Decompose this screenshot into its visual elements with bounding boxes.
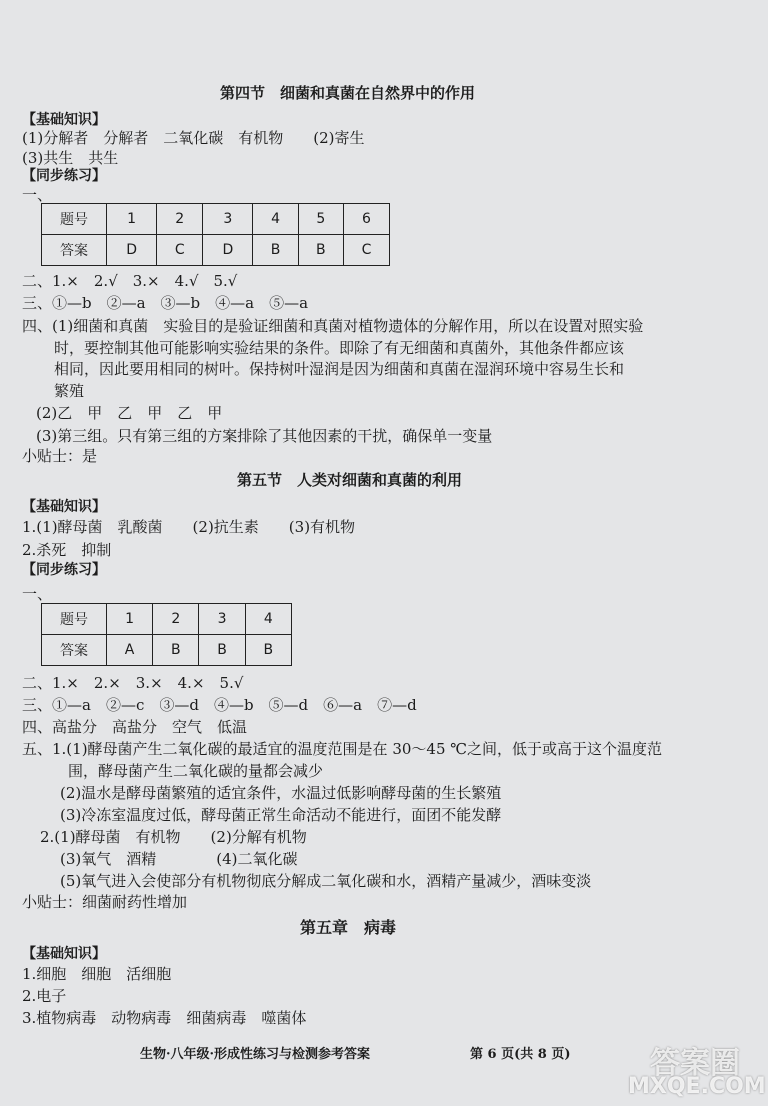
table-cell: C bbox=[157, 235, 203, 266]
table-cell: 1 bbox=[107, 604, 153, 635]
section4-answer-table bbox=[41, 203, 390, 266]
table-cell: B bbox=[199, 635, 245, 666]
section4-q4-line1: 四、(1)细菌和真菌 实验目的是验证细菌和真菌对植物遗体的分解作用，所以在设置对照实验 bbox=[22, 317, 644, 335]
table-cell: 4 bbox=[245, 604, 291, 635]
table-header-cell: 题号 bbox=[42, 604, 107, 635]
table-cell: B bbox=[245, 635, 291, 666]
section5-title: 第五节 人类对细菌和真菌的利用 bbox=[237, 471, 463, 489]
section5-basic-line1: 1.(1)酵母菌 乳酸菌 (2)抗生素 (3)有机物 bbox=[22, 518, 356, 536]
table-cell: D bbox=[203, 235, 253, 266]
table-cell: D bbox=[107, 235, 157, 266]
table-cell: 3 bbox=[203, 204, 253, 235]
section4-q3: 三、①—b ②—a ③—b ④—a ⑤—a bbox=[22, 294, 309, 312]
table-cell: 6 bbox=[343, 204, 389, 235]
table-row bbox=[42, 604, 292, 635]
table-cell: B bbox=[253, 235, 298, 266]
section4-basic-line2: (3)共生 共生 bbox=[22, 149, 119, 167]
page-number: 第 6 页(共 8 页) bbox=[470, 1047, 571, 1062]
section5-q5-line4: (3)冷冻室温度过低，酵母菌正常生命活动不能进行，面团不能发酵 bbox=[60, 806, 502, 824]
chapter5-basic-line1: 1.细胞 细胞 活细胞 bbox=[22, 965, 172, 983]
table-cell: 2 bbox=[157, 204, 203, 235]
section4-q4-line6: (3)第三组。只有第三组的方案排除了其他因素的干扰，确保单一变量 bbox=[36, 427, 493, 445]
section4-q4-line5: (2)乙 甲 乙 甲 乙 甲 bbox=[36, 404, 223, 422]
chapter5-basic-line3: 3.植物病毒 动物病毒 细菌病毒 噬菌体 bbox=[22, 1009, 307, 1027]
section4-q4-line4: 繁殖 bbox=[54, 382, 85, 400]
section4-q1-label: 一、 bbox=[22, 186, 53, 204]
section5-q2: 二、1.× 2.× 3.× 4.× 5.√ bbox=[22, 674, 244, 692]
table-cell: A bbox=[107, 635, 153, 666]
section5-q5-line1: 五、1.(1)酵母菌产生二氧化碳的最适宜的温度范围是在 30～45 ℃之间，低于或高于这个温度范 bbox=[22, 740, 663, 758]
section4-q4-line3: 相同，因此要用相同的树叶。保持树叶湿润是因为细菌和真菌在湿润环境中容易生长和 bbox=[54, 360, 625, 378]
table-cell: 2 bbox=[153, 604, 199, 635]
table-row bbox=[42, 635, 292, 666]
chapter5-title: 第五章 病毒 bbox=[300, 918, 397, 937]
table-cell: B bbox=[298, 235, 343, 266]
table-cell: 4 bbox=[253, 204, 298, 235]
section5-q3: 三、①—a ②—c ③—d ④—b ⑤—d ⑥—a ⑦—d bbox=[22, 696, 417, 714]
chapter5-basic-line2: 2.电子 bbox=[22, 987, 67, 1005]
section4-title: 第四节 细菌和真菌在自然界中的作用 bbox=[220, 84, 476, 102]
section5-tip: 小贴士：细菌耐药性增加 bbox=[22, 893, 188, 911]
table-cell: 3 bbox=[199, 604, 245, 635]
table-cell: B bbox=[153, 635, 199, 666]
section5-q5-line2: 围，酵母菌产生二氧化碳的量都会减少 bbox=[68, 762, 324, 780]
section5-q1-label: 一、 bbox=[22, 585, 53, 603]
table-row bbox=[42, 204, 390, 235]
chapter5-basic-header: 【基础知识】 bbox=[22, 946, 106, 962]
section5-q5-line3: (2)温水是酵母菌繁殖的适宜条件，水温过低影响酵母菌的生长繁殖 bbox=[60, 784, 502, 802]
section4-q4-line2: 时，要控制其他可能影响实验结果的条件。即除了有无细菌和真菌外，其他条件都应该 bbox=[54, 339, 625, 357]
section5-q5-line5: 2.(1)酵母菌 有机物 (2)分解有机物 bbox=[40, 828, 307, 846]
section5-q5-line6: (3)氧气 酒精 (4)二氧化碳 bbox=[60, 850, 298, 868]
section5-basic-line2: 2.杀死 抑制 bbox=[22, 541, 112, 559]
section4-basic-line1: (1)分解者 分解者 二氧化碳 有机物 (2)寄生 bbox=[22, 129, 365, 147]
section5-sync-header: 【同步练习】 bbox=[22, 562, 106, 578]
watermark-logo: 答案圈 bbox=[650, 1046, 740, 1081]
section4-basic-header: 【基础知识】 bbox=[22, 112, 106, 128]
section4-tip: 小贴士：是 bbox=[22, 447, 98, 465]
table-cell: 5 bbox=[298, 204, 343, 235]
section4-sync-header: 【同步练习】 bbox=[22, 168, 106, 184]
table-cell: 1 bbox=[107, 204, 157, 235]
section5-basic-header: 【基础知识】 bbox=[22, 499, 106, 515]
table-header-cell: 答案 bbox=[42, 235, 107, 266]
table-header-cell: 题号 bbox=[42, 204, 107, 235]
section5-q4: 四、高盐分 高盐分 空气 低温 bbox=[22, 718, 248, 736]
table-row bbox=[42, 235, 390, 266]
section4-q2: 二、1.× 2.√ 3.× 4.√ 5.√ bbox=[22, 272, 238, 290]
section5-answer-table bbox=[41, 603, 292, 666]
table-header-cell: 答案 bbox=[42, 635, 107, 666]
section5-q5-line7: (5)氧气进入会使部分有机物彻底分解成二氧化碳和水，酒精产量减少，酒味变淡 bbox=[60, 872, 592, 890]
footer-title: 生物·八年级·形成性练习与检测参考答案 bbox=[140, 1047, 371, 1062]
table-cell: C bbox=[343, 235, 389, 266]
watermark-url: MXQE.COM bbox=[628, 1074, 766, 1099]
